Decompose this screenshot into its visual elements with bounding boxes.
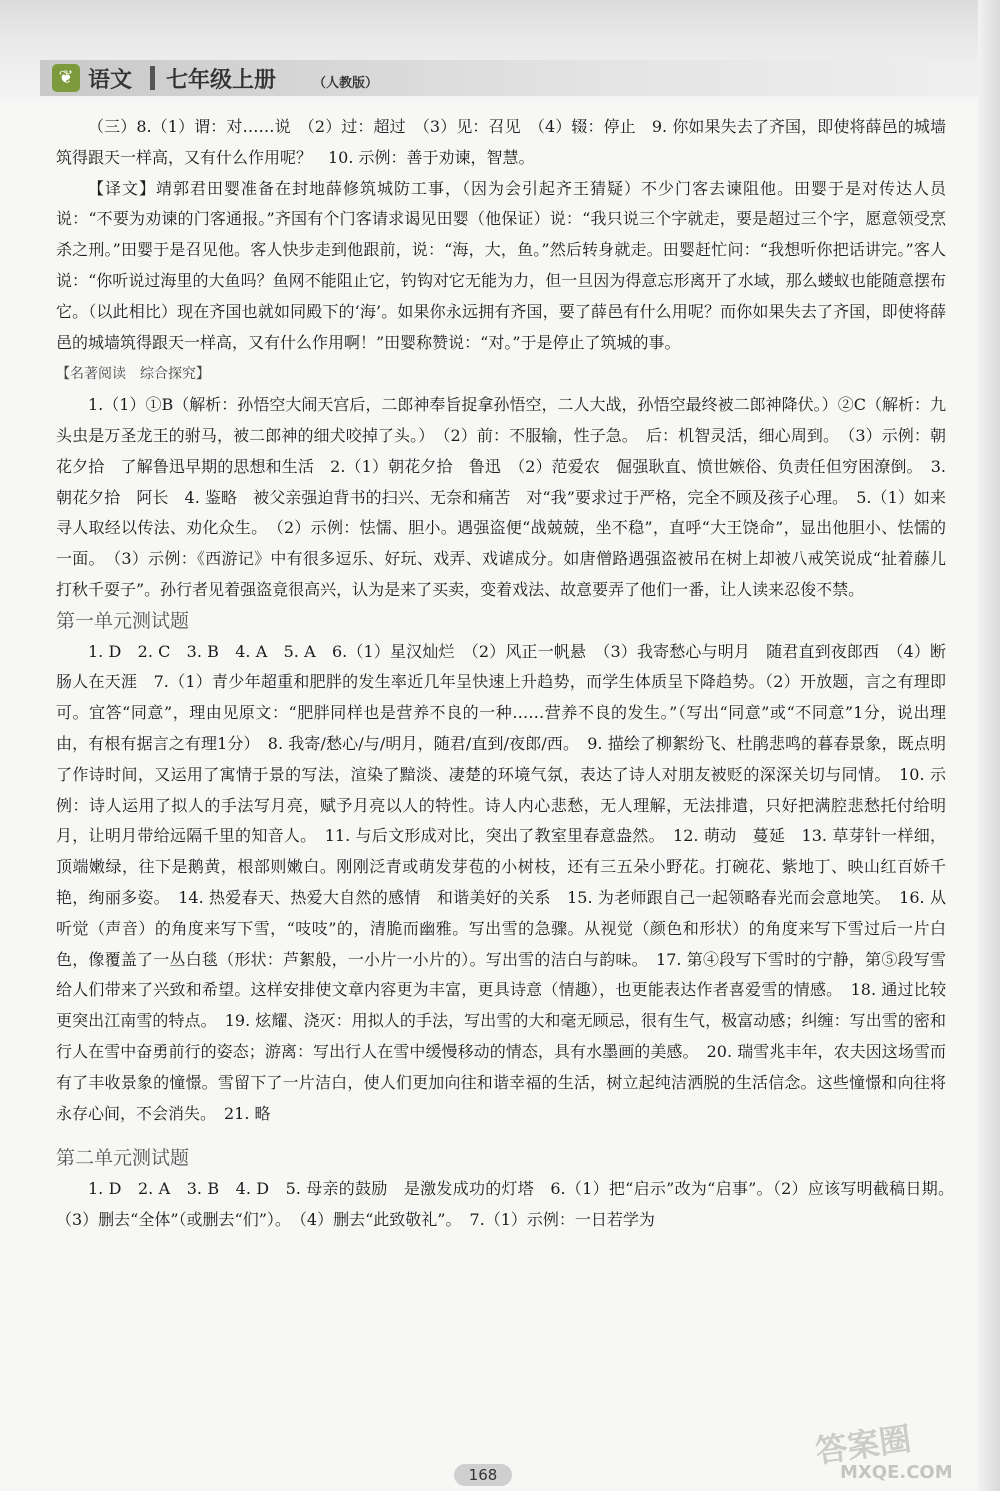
unit1-title: 第一单元测试题 (56, 609, 190, 632)
watermark-logo: 答案圈 (813, 1419, 914, 1471)
translation-paragraph: 【译文】靖郭君田婴准备在封地薛修筑城防工事，（因为会引起齐王猜疑）不少门客去谏阻他。田婴于是对传达人员说：“不要为劝谏的门客通报。”齐国有个门客请求谒见田婴（他保证）说：“我只说三个字就走，要是超过三个字，愿意领受烹杀之刑。”田婴于是召见他。客人快步走到他跟前，说：“海，大，鱼。”然后转身就走。田婴赶忙问：“我想听你把话讲完。”客人说：“你听说过海里的大鱼吗？鱼网不能阻止它，钓钩对它无能为力，但一旦因为得意忘形离开了水域，那么蝼蚁也能随意摆布它。（以此相比）现在齐国也就如同殿下的‘海’。如果你永远拥有齐国，要了薛邑有什么用呢？而你如果失去了齐国，即使将薛邑的城墙筑得跟天一样高，又有什么作用啊！”田婴称赞说：“对。”于是停止了筑城的事。 (56, 178, 946, 352)
edition-label: （人教版） (313, 76, 379, 91)
page-number: 168 (454, 1464, 512, 1486)
header-divider (150, 66, 155, 90)
page-edge (978, 0, 1000, 1491)
grade-title: 七年级上册 (166, 68, 277, 93)
mingzhu-answers: 1.（1）①B（解析：孙悟空大闹天宫后，二郎神奉旨捉拿孙悟空，二人大战，孙悟空最终被二郎神降伏。）②C（解析：九头虫是万圣龙王的驸马，被二郎神的细犬咬掉了头。） （2）前：不服输，性子急。 后：机智灵活，细心周到。 （3）示例：朝花夕拾 了解鲁迅早期的思想和生活 2.（1）朝花夕拾 鲁迅 （2）范爱农 倔强耿直、愤世嫉俗、负责任但穷困潦倒。 3. 朝花夕拾 阿长 4. 鉴略 被父亲强迫背书的扫兴、无奈和痛苦 对“我”要求过于严格，完全不顾及孩子心理。 5.（1）如来寻人取经以传法、劝化众生。 （2）示例：怯懦、胆小。遇强盗便“战兢兢，坐不稳”，直呼“大王饶命”，显出他胆小、怯懦的一面。 （3）示例：《西游记》中有很多逗乐、好玩、戏弄、戏谑成分。如唐僧路遇强盗被吊在树上却被八戒笑说成“扯着藤儿打秋千耍子”。孙行者见着强盗竟很高兴，认为是来了买卖，变着戏法、故意要弄了他们一番，让人读来忍俊不禁。 (56, 395, 946, 599)
page-header (0, 0, 1000, 100)
subject-title: 语文 (88, 68, 133, 93)
answer-paragraph-3: （三）8.（1）谓：对……说 （2）过：超过 （3）见：召见 （4）辍：停止 9. 你如果失去了齐国，即使将薛邑的城墙筑得跟天一样高，又有什么作用呢？ 10. 示例：善于劝谏，智慧。 (56, 117, 946, 167)
answer-content (56, 112, 963, 1236)
section-label-text: 【名著阅读 综合探究】 (56, 366, 210, 383)
watermark-url: MXQE.COM (840, 1462, 953, 1483)
section-label (56, 358, 946, 390)
unit1-answers: 1. D 2. C 3. B 4. A 5. A 6.（1）星汉灿烂 （2）风正一帆悬 （3）我寄愁心与明月 随君直到夜郎西 （4）断肠人在天涯 7.（1）青少年超重和肥胖的发生率近几年呈快速上升趋势，而学生体质呈下降趋势。（2）开放题，言之有理即可。宜答“同意”，理由见原文：“肥胖同样也是营养不良的一种……营养不良的发生。”（写出“同意”或“不同意”1分，说出理由，有根有据言之有理1分） 8. 我寄/愁心/与/明月，随君/直到/夜郎/西。 9. 描绘了柳絮纷飞、杜鹃悲鸣的暮春景象，既点明了作诗时间，又运用了寓情于景的写法，渲染了黯淡、凄楚的环境气氛，表达了诗人对朋友被贬的深深关切与同情。 10. 示例：诗人运用了拟人的手法写月亮，赋予月亮以人的特性。诗人内心悲愁，无人理解，无法排遣，只好把满腔悲愁托付给明月，让明月带给远隔千里的知音人。 11. 与后文形成对比，突出了教室里春意盎然。 12. 萌动 蔓延 13. 草芽针一样细，顶端嫩绿，往下是鹅黄，根部则嫩白。刚刚泛青或萌发芽苞的小树枝，还有三五朵小野花。打碗花、紫地丁、映山红百娇千艳，绚丽多姿。 14. 热爱春天、热爱大自然的感情 和谐美好的关系 15. 为老师跟自己一起领略春光而会意地笑。 16. 从听觉（声音）的角度来写下雪，“吱吱”的，清脆而幽雅。写出雪的急骤。从视觉（颜色和形状）的角度来写下雪过后一片白色，像覆盖了一丛白毯（形状：芦絮般，一小片一小片的）。写出雪的洁白与韵味。 17. 第④段写下雪时的宁静，第⑤段写雪给人们带来了兴致和希望。这样安排使文章内容更为丰富，更具诗意（情趣），也更能表达作者喜爱雪的情感。 18. 通过比较更突出江南雪的特点。 19. 炫耀、浇灭：用拟人的手法，写出雪的大和毫无顾忌，很有生气，极富动感；纠缠：写出雪的密和行人在雪中奋勇前行的姿态；游离：写出行人在雪中缓慢移动的情态，具有水墨画的美感。 20. 瑞雪兆丰年，农夫因这场雪而有了丰收景象的憧憬。雪留下了一片洁白，使人们更加向往和谐幸福的生活，树立起纯洁洒脱的生活信念。这些憧憬和向往将永存心间，不会消失。 21. 略 (56, 641, 946, 1123)
unit2-answers: 1. D 2. A 3. B 4. D 5. 母亲的鼓励 是激发成功的灯塔 6.（1）把“启示”改为“启事”。（2）应该写明截稿日期。 （3）删去“全体”（或删去“们”）。 （4）删去“此致敬礼”。 7.（1）示例：一日若学为 (56, 1179, 963, 1229)
unit2-title: 第二单元测试题 (56, 1147, 190, 1170)
leaf-book-icon: ❦ (52, 64, 80, 92)
